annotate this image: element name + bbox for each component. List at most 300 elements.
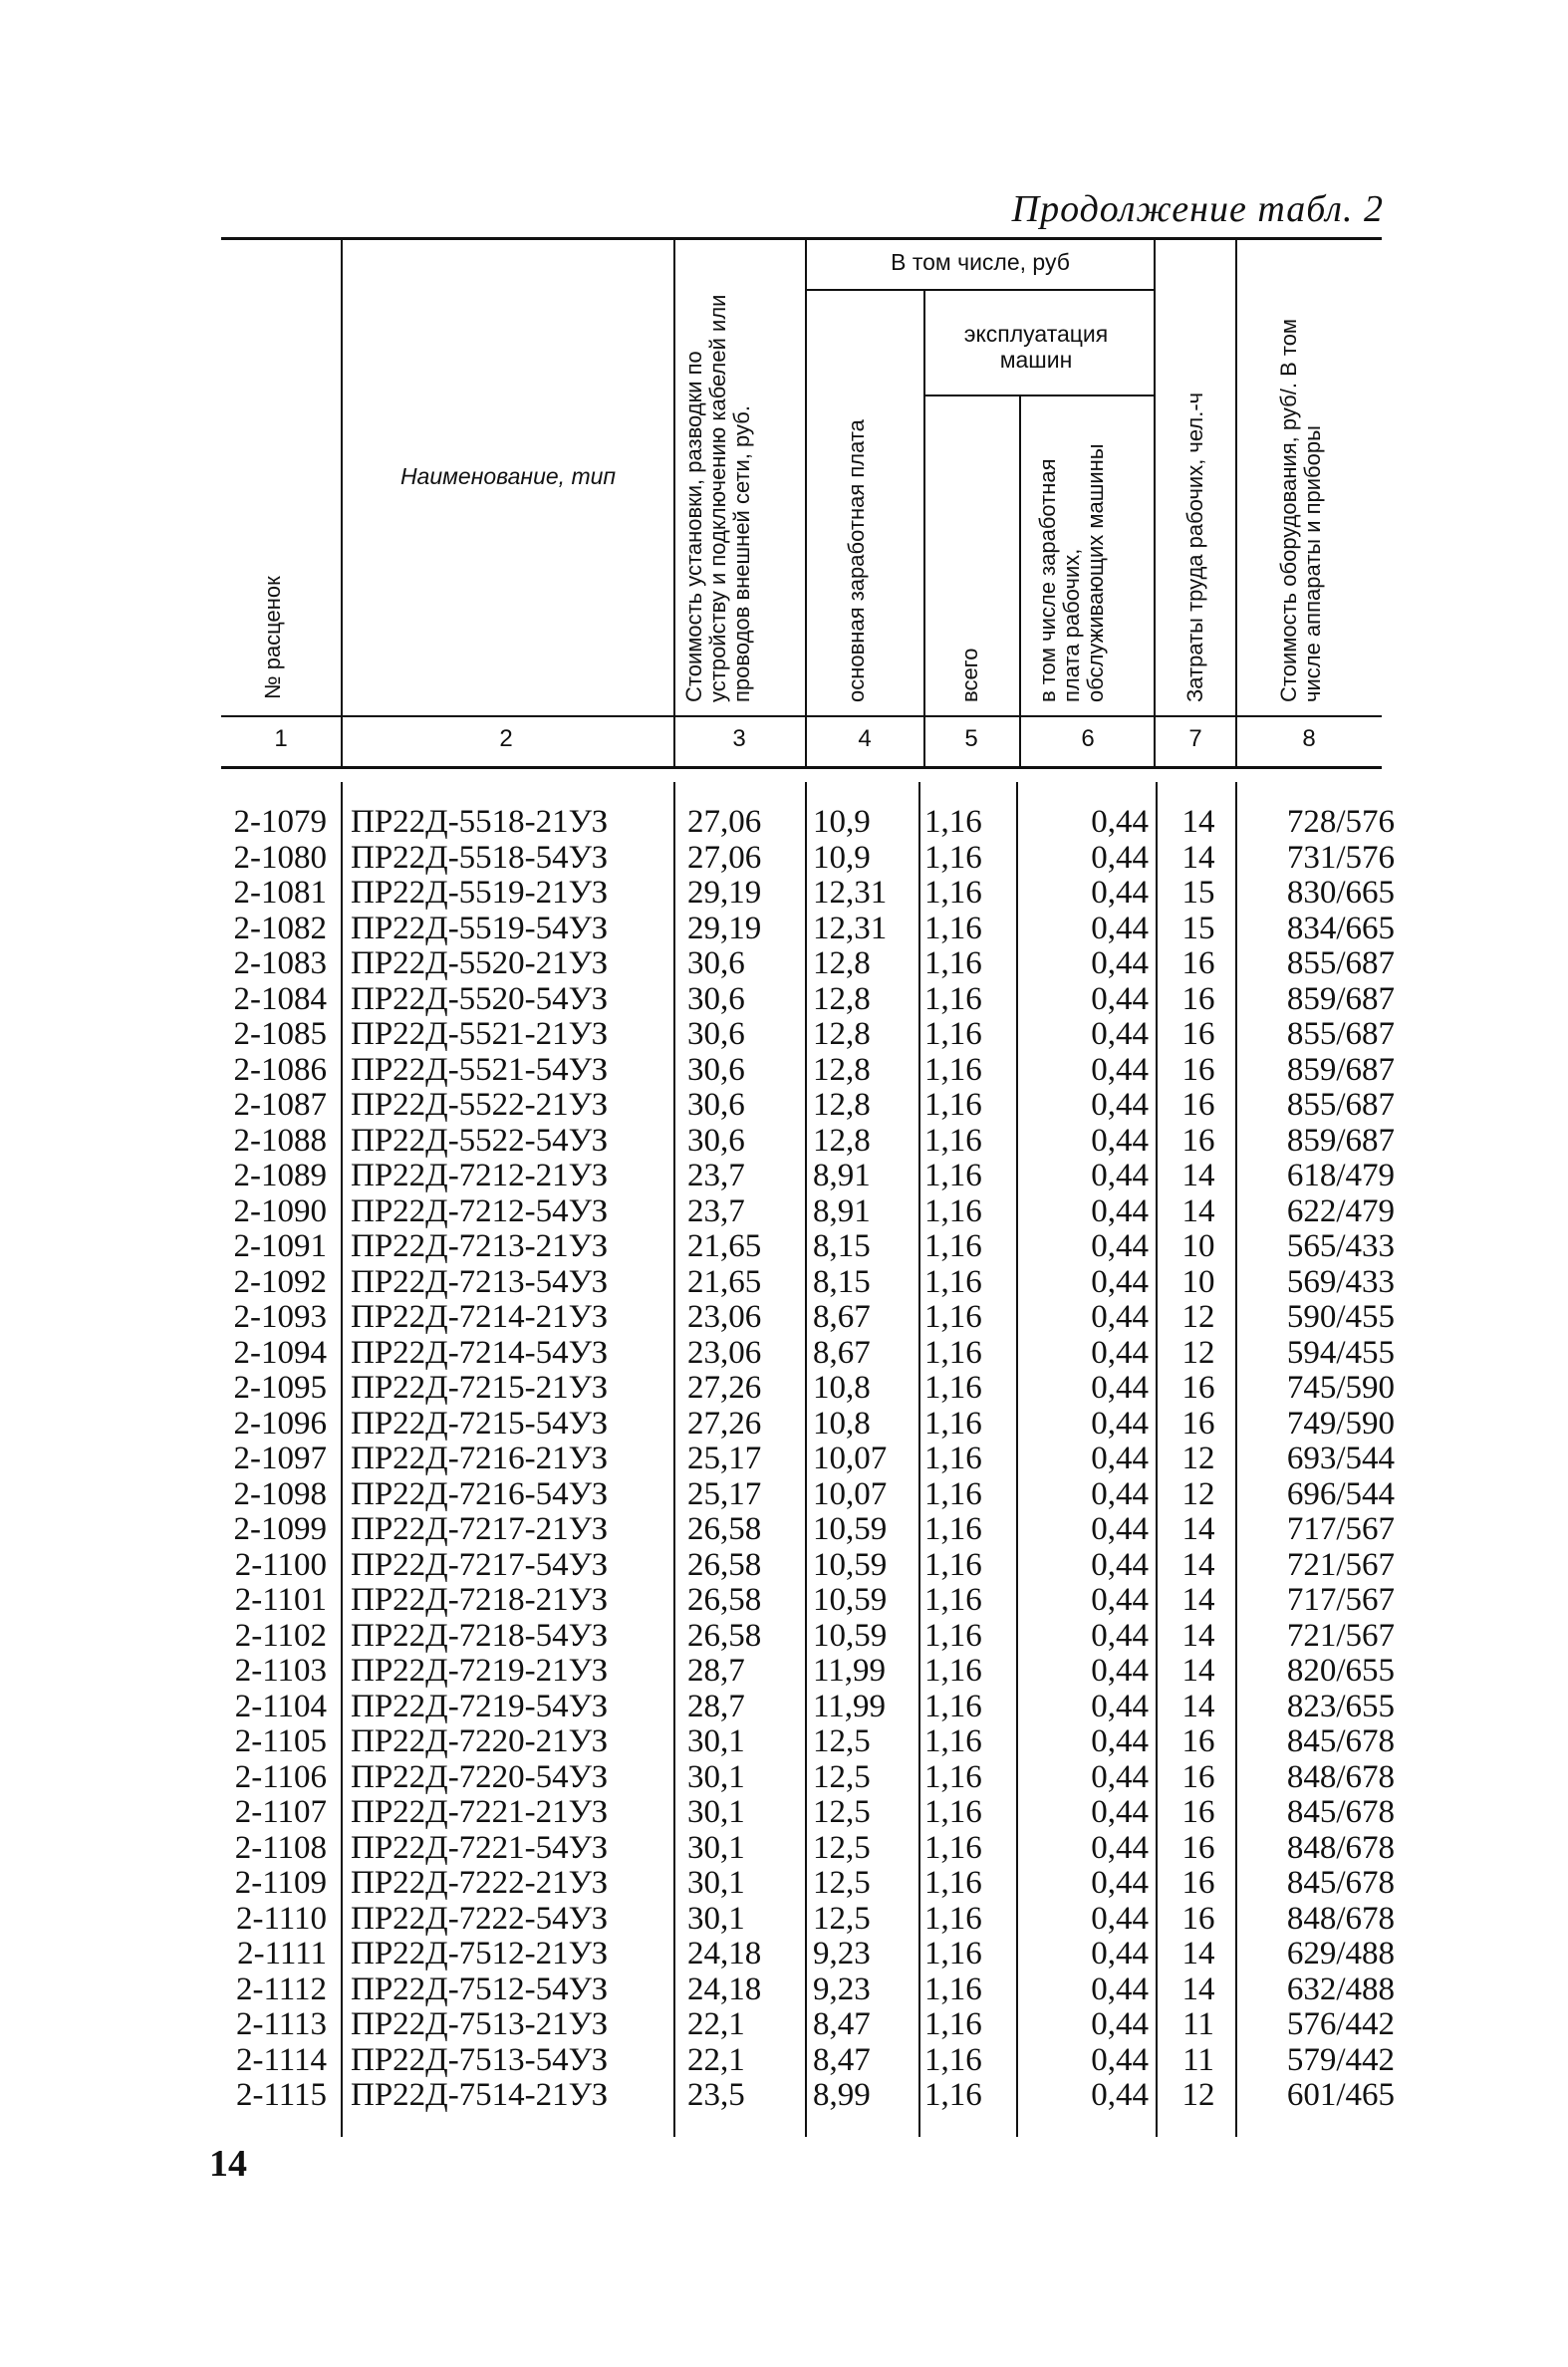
base-wage-cell: 8,47 bbox=[813, 2006, 871, 2042]
rate-number-cell: 2-1098 bbox=[233, 1475, 327, 1512]
machine-total-cell: 1,16 bbox=[924, 1334, 982, 1371]
labor-hours-cell: 12 bbox=[1181, 1475, 1215, 1512]
labor-hours-cell: 14 bbox=[1181, 1688, 1215, 1724]
machine-wage-cell: 0,44 bbox=[1091, 839, 1149, 876]
rate-number-cell: 2-1091 bbox=[233, 1228, 327, 1264]
col-divider-7 bbox=[1235, 240, 1237, 769]
machine-wage-cell: 0,44 bbox=[1091, 1688, 1149, 1724]
labor-hours-cell: 16 bbox=[1181, 1370, 1215, 1406]
equipment-cost-cell: 721/567 bbox=[1286, 1617, 1395, 1654]
table-row bbox=[0, 982, 1568, 1018]
equipment-cost-cell: 820/655 bbox=[1286, 1653, 1395, 1689]
equipment-cost-cell: 848/678 bbox=[1286, 1829, 1395, 1866]
item-name-cell: ПР22Д-7221-21УЗ bbox=[351, 1794, 609, 1830]
machine-wage-cell: 0,44 bbox=[1091, 2006, 1149, 2042]
table-row bbox=[0, 1371, 1568, 1407]
installation-cost-cell: 23,06 bbox=[687, 1334, 762, 1371]
table-row bbox=[0, 876, 1568, 912]
item-name-cell: ПР22Д-5521-21УЗ bbox=[351, 1016, 609, 1052]
equipment-cost-cell: 618/479 bbox=[1286, 1158, 1395, 1193]
labor-hours-cell: 16 bbox=[1181, 1122, 1215, 1159]
labor-hours-cell: 16 bbox=[1181, 1016, 1215, 1052]
machine-total-cell: 1,16 bbox=[924, 1688, 982, 1724]
labor-hours-cell: 10 bbox=[1181, 1263, 1215, 1300]
machine-total-cell: 1,16 bbox=[924, 1122, 982, 1159]
rate-number-cell: 2-1111 bbox=[237, 1936, 327, 1972]
machine-wage-cell: 0,44 bbox=[1091, 1971, 1149, 2007]
machine-total-cell: 1,16 bbox=[924, 1016, 982, 1052]
equipment-cost-cell: 859/687 bbox=[1286, 1051, 1395, 1088]
base-wage-cell: 12,8 bbox=[813, 1122, 871, 1159]
equipment-cost-cell: 629/488 bbox=[1286, 1936, 1395, 1972]
table-row bbox=[0, 1619, 1568, 1655]
base-wage-cell: 8,67 bbox=[813, 1334, 871, 1371]
header-col1: № расценок bbox=[260, 576, 285, 699]
col-number-6: 6 bbox=[1081, 725, 1095, 752]
installation-cost-cell: 22,1 bbox=[687, 2041, 745, 2078]
col-divider-2 bbox=[673, 240, 675, 769]
machine-wage-cell: 0,44 bbox=[1091, 1441, 1149, 1476]
base-wage-cell: 11,99 bbox=[813, 1653, 887, 1689]
item-name-cell: ПР22Д-5522-21УЗ bbox=[351, 1087, 609, 1123]
machine-total-cell: 1,16 bbox=[924, 1192, 982, 1229]
rate-number-cell: 2-1102 bbox=[234, 1617, 327, 1654]
machine-wage-cell: 0,44 bbox=[1091, 1900, 1149, 1937]
machine-wage-cell: 0,44 bbox=[1091, 1653, 1149, 1689]
rate-number-cell: 2-1113 bbox=[235, 2006, 327, 2042]
installation-cost-cell: 27,06 bbox=[687, 839, 762, 876]
installation-cost-cell: 26,58 bbox=[687, 1617, 762, 1654]
installation-cost-cell: 25,17 bbox=[687, 1475, 762, 1512]
machine-wage-cell: 0,44 bbox=[1091, 1405, 1149, 1442]
table-row bbox=[0, 1831, 1568, 1867]
rate-number-cell: 2-1096 bbox=[233, 1405, 327, 1442]
base-wage-cell: 10,07 bbox=[813, 1441, 888, 1476]
base-wage-cell: 12,8 bbox=[813, 1087, 871, 1123]
col-number-2: 2 bbox=[499, 725, 513, 752]
equipment-cost-cell: 693/544 bbox=[1286, 1441, 1395, 1476]
labor-hours-cell: 12 bbox=[1181, 1334, 1215, 1371]
table-row bbox=[0, 1654, 1568, 1690]
base-wage-cell: 8,15 bbox=[813, 1263, 871, 1300]
machine-total-cell: 1,16 bbox=[924, 1441, 982, 1476]
table-row bbox=[0, 1937, 1568, 1972]
machine-total-cell: 1,16 bbox=[924, 910, 982, 946]
installation-cost-cell: 27,26 bbox=[687, 1405, 762, 1442]
machine-wage-cell: 0,44 bbox=[1091, 1263, 1149, 1300]
equipment-cost-cell: 696/544 bbox=[1286, 1475, 1395, 1512]
numbers-bottom-rule bbox=[221, 766, 1382, 769]
table-row bbox=[0, 1265, 1568, 1301]
installation-cost-cell: 30,6 bbox=[687, 1016, 745, 1052]
base-wage-cell: 10,59 bbox=[813, 1546, 888, 1583]
machine-total-cell: 1,16 bbox=[924, 1546, 982, 1583]
base-wage-cell: 10,9 bbox=[813, 839, 871, 876]
item-name-cell: ПР22Д-5518-21УЗ bbox=[351, 804, 609, 840]
installation-cost-cell: 30,1 bbox=[687, 1829, 745, 1866]
machine-total-cell: 1,16 bbox=[924, 1299, 982, 1335]
table-row bbox=[0, 2078, 1568, 2114]
installation-cost-cell: 26,58 bbox=[687, 1511, 762, 1547]
base-wage-cell: 12,5 bbox=[813, 1865, 871, 1901]
item-name-cell: ПР22Д-7212-54УЗ bbox=[351, 1192, 609, 1229]
item-name-cell: ПР22Д-7219-54УЗ bbox=[351, 1688, 609, 1724]
col-number-4: 4 bbox=[858, 725, 872, 752]
table-row bbox=[0, 1866, 1568, 1902]
machine-total-cell: 1,16 bbox=[924, 1829, 982, 1866]
base-wage-cell: 12,5 bbox=[813, 1900, 871, 1937]
equipment-cost-cell: 845/678 bbox=[1286, 1865, 1395, 1901]
item-name-cell: ПР22Д-7221-54УЗ bbox=[351, 1829, 609, 1866]
labor-hours-cell: 14 bbox=[1181, 804, 1215, 840]
item-name-cell: ПР22Д-5519-21УЗ bbox=[351, 875, 609, 911]
item-name-cell: ПР22Д-7216-21УЗ bbox=[351, 1441, 609, 1476]
table-row bbox=[0, 1548, 1568, 1584]
rate-number-cell: 2-1094 bbox=[233, 1334, 327, 1371]
machine-wage-cell: 0,44 bbox=[1091, 1546, 1149, 1583]
machine-total-cell: 1,16 bbox=[924, 1158, 982, 1193]
base-wage-cell: 10,8 bbox=[813, 1405, 871, 1442]
table-row bbox=[0, 1972, 1568, 2008]
item-name-cell: ПР22Д-7222-21УЗ bbox=[351, 1865, 609, 1901]
table-row bbox=[0, 1477, 1568, 1513]
machine-total-cell: 1,16 bbox=[924, 1617, 982, 1654]
rate-number-cell: 2-1104 bbox=[234, 1688, 327, 1724]
rate-number-cell: 2-1108 bbox=[234, 1829, 327, 1866]
labor-hours-cell: 10 bbox=[1181, 1228, 1215, 1264]
item-name-cell: ПР22Д-7215-54УЗ bbox=[351, 1405, 609, 1442]
installation-cost-cell: 30,1 bbox=[687, 1900, 745, 1937]
machine-wage-cell: 0,44 bbox=[1091, 2077, 1149, 2113]
base-wage-cell: 8,91 bbox=[813, 1192, 871, 1229]
rate-number-cell: 2-1106 bbox=[234, 1758, 327, 1795]
machine-wage-cell: 0,44 bbox=[1091, 1228, 1149, 1264]
labor-hours-cell: 12 bbox=[1181, 2077, 1215, 2113]
base-wage-cell: 10,59 bbox=[813, 1511, 888, 1547]
machine-total-cell: 1,16 bbox=[924, 980, 982, 1017]
machine-wage-cell: 0,44 bbox=[1091, 945, 1149, 981]
base-wage-cell: 12,5 bbox=[813, 1829, 871, 1866]
machine-total-cell: 1,16 bbox=[924, 1087, 982, 1123]
item-name-cell: ПР22Д-7214-21УЗ bbox=[351, 1299, 609, 1335]
item-name-cell: ПР22Д-5522-54УЗ bbox=[351, 1122, 609, 1159]
installation-cost-cell: 30,1 bbox=[687, 1723, 745, 1759]
base-wage-cell: 8,15 bbox=[813, 1228, 871, 1264]
machine-wage-cell: 0,44 bbox=[1091, 1865, 1149, 1901]
rate-number-cell: 2-1088 bbox=[233, 1122, 327, 1159]
table-row bbox=[0, 805, 1568, 841]
labor-hours-cell: 14 bbox=[1181, 1511, 1215, 1547]
item-name-cell: ПР22Д-7217-54УЗ bbox=[351, 1546, 609, 1583]
base-wage-cell: 10,59 bbox=[813, 1617, 888, 1654]
equipment-cost-cell: 717/567 bbox=[1286, 1582, 1395, 1618]
machine-wage-cell: 0,44 bbox=[1091, 1122, 1149, 1159]
equipment-cost-cell: 731/576 bbox=[1286, 839, 1395, 876]
labor-hours-cell: 16 bbox=[1181, 1051, 1215, 1088]
labor-hours-cell: 16 bbox=[1181, 945, 1215, 981]
labor-hours-cell: 15 bbox=[1181, 910, 1215, 946]
table-row bbox=[0, 1229, 1568, 1265]
table-row bbox=[0, 946, 1568, 982]
rate-number-cell: 2-1112 bbox=[235, 1971, 327, 2007]
machine-wage-cell: 0,44 bbox=[1091, 1334, 1149, 1371]
installation-cost-cell: 23,7 bbox=[687, 1192, 745, 1229]
base-wage-cell: 10,59 bbox=[813, 1582, 888, 1618]
machine-group-rule bbox=[923, 394, 1154, 396]
labor-hours-cell: 12 bbox=[1181, 1441, 1215, 1476]
machine-wage-cell: 0,44 bbox=[1091, 1829, 1149, 1866]
base-wage-cell: 12,31 bbox=[813, 910, 888, 946]
machine-total-cell: 1,16 bbox=[924, 1511, 982, 1547]
base-wage-cell: 12,8 bbox=[813, 1016, 871, 1052]
installation-cost-cell: 24,18 bbox=[687, 1936, 762, 1972]
base-wage-cell: 9,23 bbox=[813, 1936, 871, 1972]
equipment-cost-cell: 579/442 bbox=[1286, 2041, 1395, 2078]
installation-cost-cell: 30,1 bbox=[687, 1794, 745, 1830]
table-top-rule bbox=[221, 237, 1382, 240]
table-row bbox=[0, 1902, 1568, 1938]
equipment-cost-cell: 845/678 bbox=[1286, 1723, 1395, 1759]
item-name-cell: ПР22Д-7216-54УЗ bbox=[351, 1475, 609, 1512]
installation-cost-cell: 30,6 bbox=[687, 980, 745, 1017]
col-divider-4 bbox=[923, 291, 925, 769]
labor-hours-cell: 15 bbox=[1181, 875, 1215, 911]
rate-number-cell: 2-1090 bbox=[233, 1192, 327, 1229]
col-number-1: 1 bbox=[274, 725, 288, 752]
header-group: В том числе, руб bbox=[891, 249, 1070, 275]
header-col3: Стоимость установки, разводки по устройству и подключению кабелей или проводов внешней сети, руб. bbox=[681, 294, 754, 702]
rate-number-cell: 2-1110 bbox=[235, 1900, 327, 1937]
item-name-cell: ПР22Д-7218-54УЗ bbox=[351, 1617, 609, 1654]
item-name-cell: ПР22Д-7220-21УЗ bbox=[351, 1723, 609, 1759]
machine-wage-cell: 0,44 bbox=[1091, 1087, 1149, 1123]
machine-wage-cell: 0,44 bbox=[1091, 1370, 1149, 1406]
machine-wage-cell: 0,44 bbox=[1091, 1511, 1149, 1547]
col-number-7: 7 bbox=[1188, 725, 1202, 752]
labor-hours-cell: 16 bbox=[1181, 1087, 1215, 1123]
base-wage-cell: 12,31 bbox=[813, 875, 888, 911]
equipment-cost-cell: 855/687 bbox=[1286, 1016, 1395, 1052]
header-col7: Затраты труда рабочих, чел.-ч bbox=[1182, 392, 1207, 702]
header-col4: основная заработная плата bbox=[844, 419, 869, 702]
machine-wage-cell: 0,44 bbox=[1091, 1158, 1149, 1193]
base-wage-cell: 9,23 bbox=[813, 1971, 871, 2007]
machine-total-cell: 1,16 bbox=[924, 945, 982, 981]
equipment-cost-cell: 855/687 bbox=[1286, 945, 1395, 981]
item-name-cell: ПР22Д-5521-54УЗ bbox=[351, 1051, 609, 1088]
machine-total-cell: 1,16 bbox=[924, 1971, 982, 2007]
labor-hours-cell: 14 bbox=[1181, 1546, 1215, 1583]
rate-number-cell: 2-1099 bbox=[233, 1511, 327, 1547]
equipment-cost-cell: 830/665 bbox=[1286, 875, 1395, 911]
base-wage-cell: 8,91 bbox=[813, 1158, 871, 1193]
machine-wage-cell: 0,44 bbox=[1091, 1758, 1149, 1795]
base-wage-cell: 12,8 bbox=[813, 945, 871, 981]
table-row bbox=[0, 1194, 1568, 1230]
item-name-cell: ПР22Д-7218-21УЗ bbox=[351, 1582, 609, 1618]
base-wage-cell: 12,8 bbox=[813, 980, 871, 1017]
machine-total-cell: 1,16 bbox=[924, 2077, 982, 2113]
item-name-cell: ПР22Д-5518-54УЗ bbox=[351, 839, 609, 876]
installation-cost-cell: 29,19 bbox=[687, 910, 762, 946]
installation-cost-cell: 23,7 bbox=[687, 1158, 745, 1193]
page-number: 14 bbox=[209, 2143, 247, 2185]
labor-hours-cell: 14 bbox=[1181, 1617, 1215, 1654]
header-col2: Наименование, тип bbox=[399, 463, 617, 489]
machine-wage-cell: 0,44 bbox=[1091, 910, 1149, 946]
header-col5: всего bbox=[957, 648, 982, 702]
equipment-cost-cell: 845/678 bbox=[1286, 1794, 1395, 1830]
machine-total-cell: 1,16 bbox=[924, 1370, 982, 1406]
item-name-cell: ПР22Д-7213-54УЗ bbox=[351, 1263, 609, 1300]
table-row bbox=[0, 1300, 1568, 1336]
installation-cost-cell: 21,65 bbox=[687, 1263, 762, 1300]
rate-number-cell: 2-1114 bbox=[235, 2041, 327, 2078]
labor-hours-cell: 14 bbox=[1181, 1582, 1215, 1618]
equipment-cost-cell: 601/465 bbox=[1286, 2077, 1395, 2113]
table-row bbox=[0, 1442, 1568, 1477]
labor-hours-cell: 14 bbox=[1181, 1653, 1215, 1689]
rate-number-cell: 2-1115 bbox=[235, 2077, 327, 2113]
item-name-cell: ПР22Д-7512-21УЗ bbox=[351, 1936, 609, 1972]
header-col6: в том числе заработная плата рабочих, обслуживающих машины bbox=[1035, 443, 1108, 702]
installation-cost-cell: 23,06 bbox=[687, 1299, 762, 1335]
installation-cost-cell: 23,5 bbox=[687, 2077, 745, 2113]
equipment-cost-cell: 717/567 bbox=[1286, 1511, 1395, 1547]
base-wage-cell: 12,5 bbox=[813, 1794, 871, 1830]
rate-number-cell: 2-1095 bbox=[233, 1370, 327, 1406]
base-wage-cell: 8,47 bbox=[813, 2041, 871, 2078]
machine-total-cell: 1,16 bbox=[924, 1900, 982, 1937]
item-name-cell: ПР22Д-7513-21УЗ bbox=[351, 2006, 609, 2042]
table-row bbox=[0, 1583, 1568, 1619]
table-row bbox=[0, 2007, 1568, 2043]
installation-cost-cell: 26,58 bbox=[687, 1582, 762, 1618]
labor-hours-cell: 16 bbox=[1181, 1405, 1215, 1442]
item-name-cell: ПР22Д-7222-54УЗ bbox=[351, 1900, 609, 1937]
equipment-cost-cell: 823/655 bbox=[1286, 1688, 1395, 1724]
col-number-3: 3 bbox=[732, 725, 746, 752]
machine-total-cell: 1,16 bbox=[924, 1051, 982, 1088]
rate-number-cell: 2-1086 bbox=[233, 1051, 327, 1088]
item-name-cell: ПР22Д-5520-21УЗ bbox=[351, 945, 609, 981]
table-row bbox=[0, 1760, 1568, 1796]
table-caption: Продолжение табл. 2 bbox=[1011, 188, 1384, 230]
machine-wage-cell: 0,44 bbox=[1091, 1936, 1149, 1972]
machine-total-cell: 1,16 bbox=[924, 875, 982, 911]
base-wage-cell: 12,8 bbox=[813, 1051, 871, 1088]
machine-total-cell: 1,16 bbox=[924, 839, 982, 876]
installation-cost-cell: 25,17 bbox=[687, 1441, 762, 1476]
machine-wage-cell: 0,44 bbox=[1091, 2041, 1149, 2078]
equipment-cost-cell: 565/433 bbox=[1286, 1228, 1395, 1264]
table-row bbox=[0, 1690, 1568, 1725]
labor-hours-cell: 16 bbox=[1181, 980, 1215, 1017]
table-row bbox=[0, 1407, 1568, 1443]
table-row bbox=[0, 1336, 1568, 1372]
installation-cost-cell: 22,1 bbox=[687, 2006, 745, 2042]
rate-number-cell: 2-1089 bbox=[233, 1158, 327, 1193]
rate-number-cell: 2-1092 bbox=[233, 1263, 327, 1300]
machine-total-cell: 1,16 bbox=[924, 1582, 982, 1618]
machine-total-cell: 1,16 bbox=[924, 1653, 982, 1689]
col-divider-1 bbox=[341, 240, 343, 769]
table-row bbox=[0, 1724, 1568, 1760]
equipment-cost-cell: 848/678 bbox=[1286, 1900, 1395, 1937]
labor-hours-cell: 16 bbox=[1181, 1865, 1215, 1901]
base-wage-cell: 10,07 bbox=[813, 1475, 888, 1512]
equipment-cost-cell: 622/479 bbox=[1286, 1192, 1395, 1229]
machine-total-cell: 1,16 bbox=[924, 1865, 982, 1901]
labor-hours-cell: 11 bbox=[1182, 2006, 1214, 2042]
table-row bbox=[0, 1053, 1568, 1089]
item-name-cell: ПР22Д-7514-21УЗ bbox=[351, 2077, 609, 2113]
machine-total-cell: 1,16 bbox=[924, 804, 982, 840]
item-name-cell: ПР22Д-7219-21УЗ bbox=[351, 1653, 609, 1689]
rate-number-cell: 2-1082 bbox=[233, 910, 327, 946]
machine-total-cell: 1,16 bbox=[924, 1475, 982, 1512]
machine-total-cell: 1,16 bbox=[924, 1794, 982, 1830]
labor-hours-cell: 16 bbox=[1181, 1758, 1215, 1795]
base-wage-cell: 10,9 bbox=[813, 804, 871, 840]
equipment-cost-cell: 721/567 bbox=[1286, 1546, 1395, 1583]
equipment-cost-cell: 632/488 bbox=[1286, 1971, 1395, 2007]
equipment-cost-cell: 569/433 bbox=[1286, 1263, 1395, 1300]
rate-number-cell: 2-1093 bbox=[233, 1299, 327, 1335]
installation-cost-cell: 30,6 bbox=[687, 1051, 745, 1088]
machine-wage-cell: 0,44 bbox=[1091, 1192, 1149, 1229]
item-name-cell: ПР22Д-7512-54УЗ bbox=[351, 1971, 609, 2007]
base-wage-cell: 10,8 bbox=[813, 1370, 871, 1406]
rate-number-cell: 2-1105 bbox=[234, 1723, 327, 1759]
rate-number-cell: 2-1097 bbox=[233, 1441, 327, 1476]
item-name-cell: ПР22Д-7212-21УЗ bbox=[351, 1158, 609, 1193]
machine-wage-cell: 0,44 bbox=[1091, 1617, 1149, 1654]
labor-hours-cell: 14 bbox=[1181, 839, 1215, 876]
col-divider-3 bbox=[805, 240, 807, 769]
machine-total-cell: 1,16 bbox=[924, 1936, 982, 1972]
item-name-cell: ПР22Д-5520-54УЗ bbox=[351, 980, 609, 1017]
table-row bbox=[0, 1088, 1568, 1124]
installation-cost-cell: 30,6 bbox=[687, 1087, 745, 1123]
table-row bbox=[0, 1017, 1568, 1053]
rate-number-cell: 2-1087 bbox=[233, 1087, 327, 1123]
table-row bbox=[0, 1512, 1568, 1548]
item-name-cell: ПР22Д-5519-54УЗ bbox=[351, 910, 609, 946]
installation-cost-cell: 27,26 bbox=[687, 1370, 762, 1406]
machine-total-cell: 1,16 bbox=[924, 1228, 982, 1264]
machine-wage-cell: 0,44 bbox=[1091, 980, 1149, 1017]
labor-hours-cell: 14 bbox=[1181, 1192, 1215, 1229]
installation-cost-cell: 26,58 bbox=[687, 1546, 762, 1583]
rate-number-cell: 2-1083 bbox=[233, 945, 327, 981]
equipment-cost-cell: 594/455 bbox=[1286, 1334, 1395, 1371]
col-number-5: 5 bbox=[964, 725, 978, 752]
equipment-cost-cell: 728/576 bbox=[1286, 804, 1395, 840]
equipment-cost-cell: 834/665 bbox=[1286, 910, 1395, 946]
installation-cost-cell: 28,7 bbox=[687, 1653, 745, 1689]
machine-total-cell: 1,16 bbox=[924, 1758, 982, 1795]
rate-number-cell: 2-1081 bbox=[233, 875, 327, 911]
rate-number-cell: 2-1109 bbox=[234, 1865, 327, 1901]
machine-wage-cell: 0,44 bbox=[1091, 1299, 1149, 1335]
rate-number-cell: 2-1101 bbox=[234, 1582, 327, 1618]
machine-total-cell: 1,16 bbox=[924, 1723, 982, 1759]
header-machine-group: эксплуатация машин bbox=[963, 321, 1109, 373]
table-row bbox=[0, 1124, 1568, 1160]
labor-hours-cell: 12 bbox=[1181, 1299, 1215, 1335]
item-name-cell: ПР22Д-7217-21УЗ bbox=[351, 1511, 609, 1547]
